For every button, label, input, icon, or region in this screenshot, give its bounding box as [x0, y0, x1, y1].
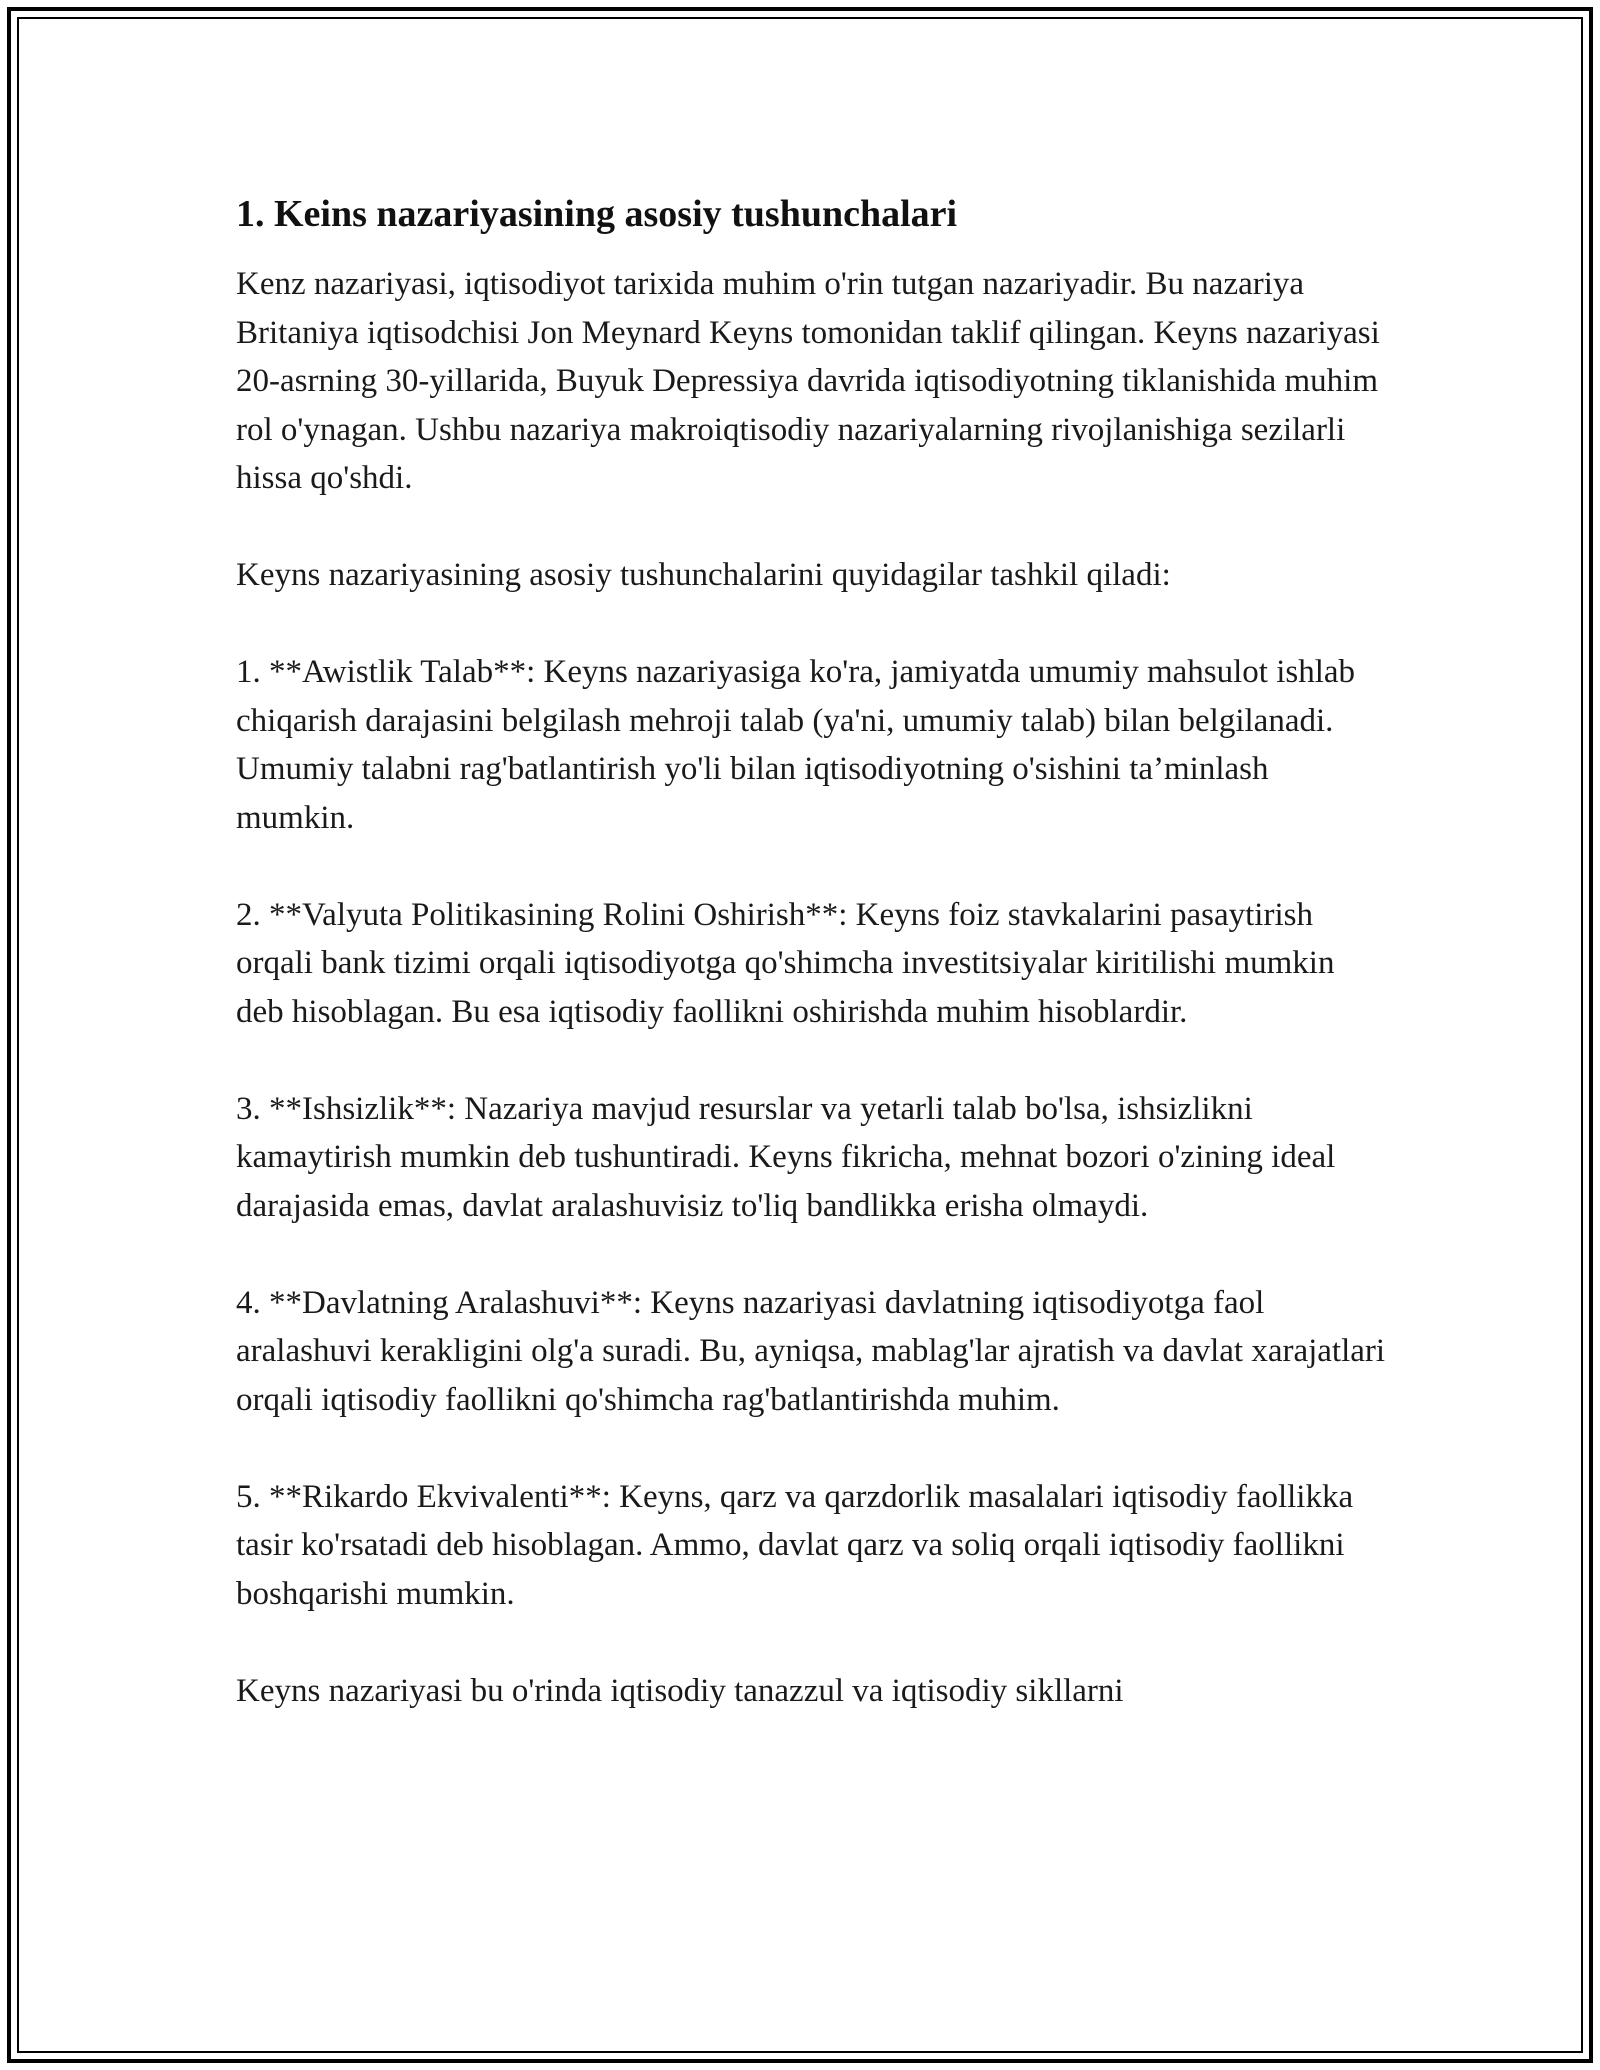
section-heading: 1. Keins nazariyasining asosiy tushunchalari — [236, 193, 958, 235]
intro-paragraph: Kenz nazariyasi, iqtisodiyot tarixida muhim o'rin tutgan nazariyadir. Bu nazariya Britaniya iqtisodchisi Jon Meynard Keyns tomonidan taklif qilingan. Keyns nazariyasi 20-asrning 30-yillarida, Buyuk Depressiya davrida iqtisodiyotning tiklanishida muhim rol o'ynagan. Ushbu nazariya makroiqtisodiy nazariyalarning rivojlanishiga sezilarli hissa qo'shdi. — [236, 266, 1380, 496]
list-item-state-intervention: 4. **Davlatning Aralashuvi**: Keyns nazariyasi davlatning iqtisodiyotga faol aralashuvi kerakligini olg'a suradi. Bu, ayniqsa, mablag'lar ajratish va davlat xarajatlari orqali iqtisodiy faollikni qo'shimcha rag'batlantirishda muhim. — [236, 1284, 1386, 1418]
list-item-monetary-policy: 2. **Valyuta Politikasining Rolini Oshirish**: Keyns foiz stavkalarini pasaytirish orqali bank tizimi orqali iqtisodiyotga qo'shimcha investitsiyalar kiritilishi mumkin deb hisoblagan. Bu esa iqtisodiy faollikni oshirishda muhim hisoblardir. — [236, 896, 1335, 1030]
list-item-aggregate-demand: 1. **Awistlik Talab**: Keyns nazariyasiga ko'ra, jamiyatda umumiy mahsulot ishlab chiqarish darajasini belgilash mehroji talab (ya'ni, umumiy talab) bilan belgilanadi. Umumiy talabni rag'batlantirish yo'li bilan iqtisodiyotning o'sishini ta’minlash mumkin. — [236, 654, 1356, 836]
list-item-unemployment: 3. **Ishsizlik**: Nazariya mavjud resurslar va yetarli talab bo'lsa, ishsizlikni kamaytirish mumkin deb tushuntiradi. Keyns fikricha, mehnat bozori o'zining ideal darajasida emas, davlat aralashuvisiz to'liq bandlikka erisha olmaydi. — [236, 1090, 1336, 1224]
list-item-ricardian-equivalence: 5. **Rikardo Ekvivalenti**: Keyns, qarz va qarzdorlik masalalari iqtisodiy faollikka tasir ko'rsatadi deb hisoblagan. Ammo, davlat qarz va soliq orqali iqtisodiy faollikni boshqarishi mumkin. — [236, 1478, 1354, 1612]
list-intro-paragraph: Keyns nazariyasining asosiy tushunchalarini quyidagilar tashkil qiladi: — [236, 557, 1171, 593]
closing-paragraph: Keyns nazariyasi bu o'rinda iqtisodiy tanazzul va iqtisodiy sikllarni — [236, 1672, 1124, 1709]
document-body — [236, 188, 1386, 1715]
